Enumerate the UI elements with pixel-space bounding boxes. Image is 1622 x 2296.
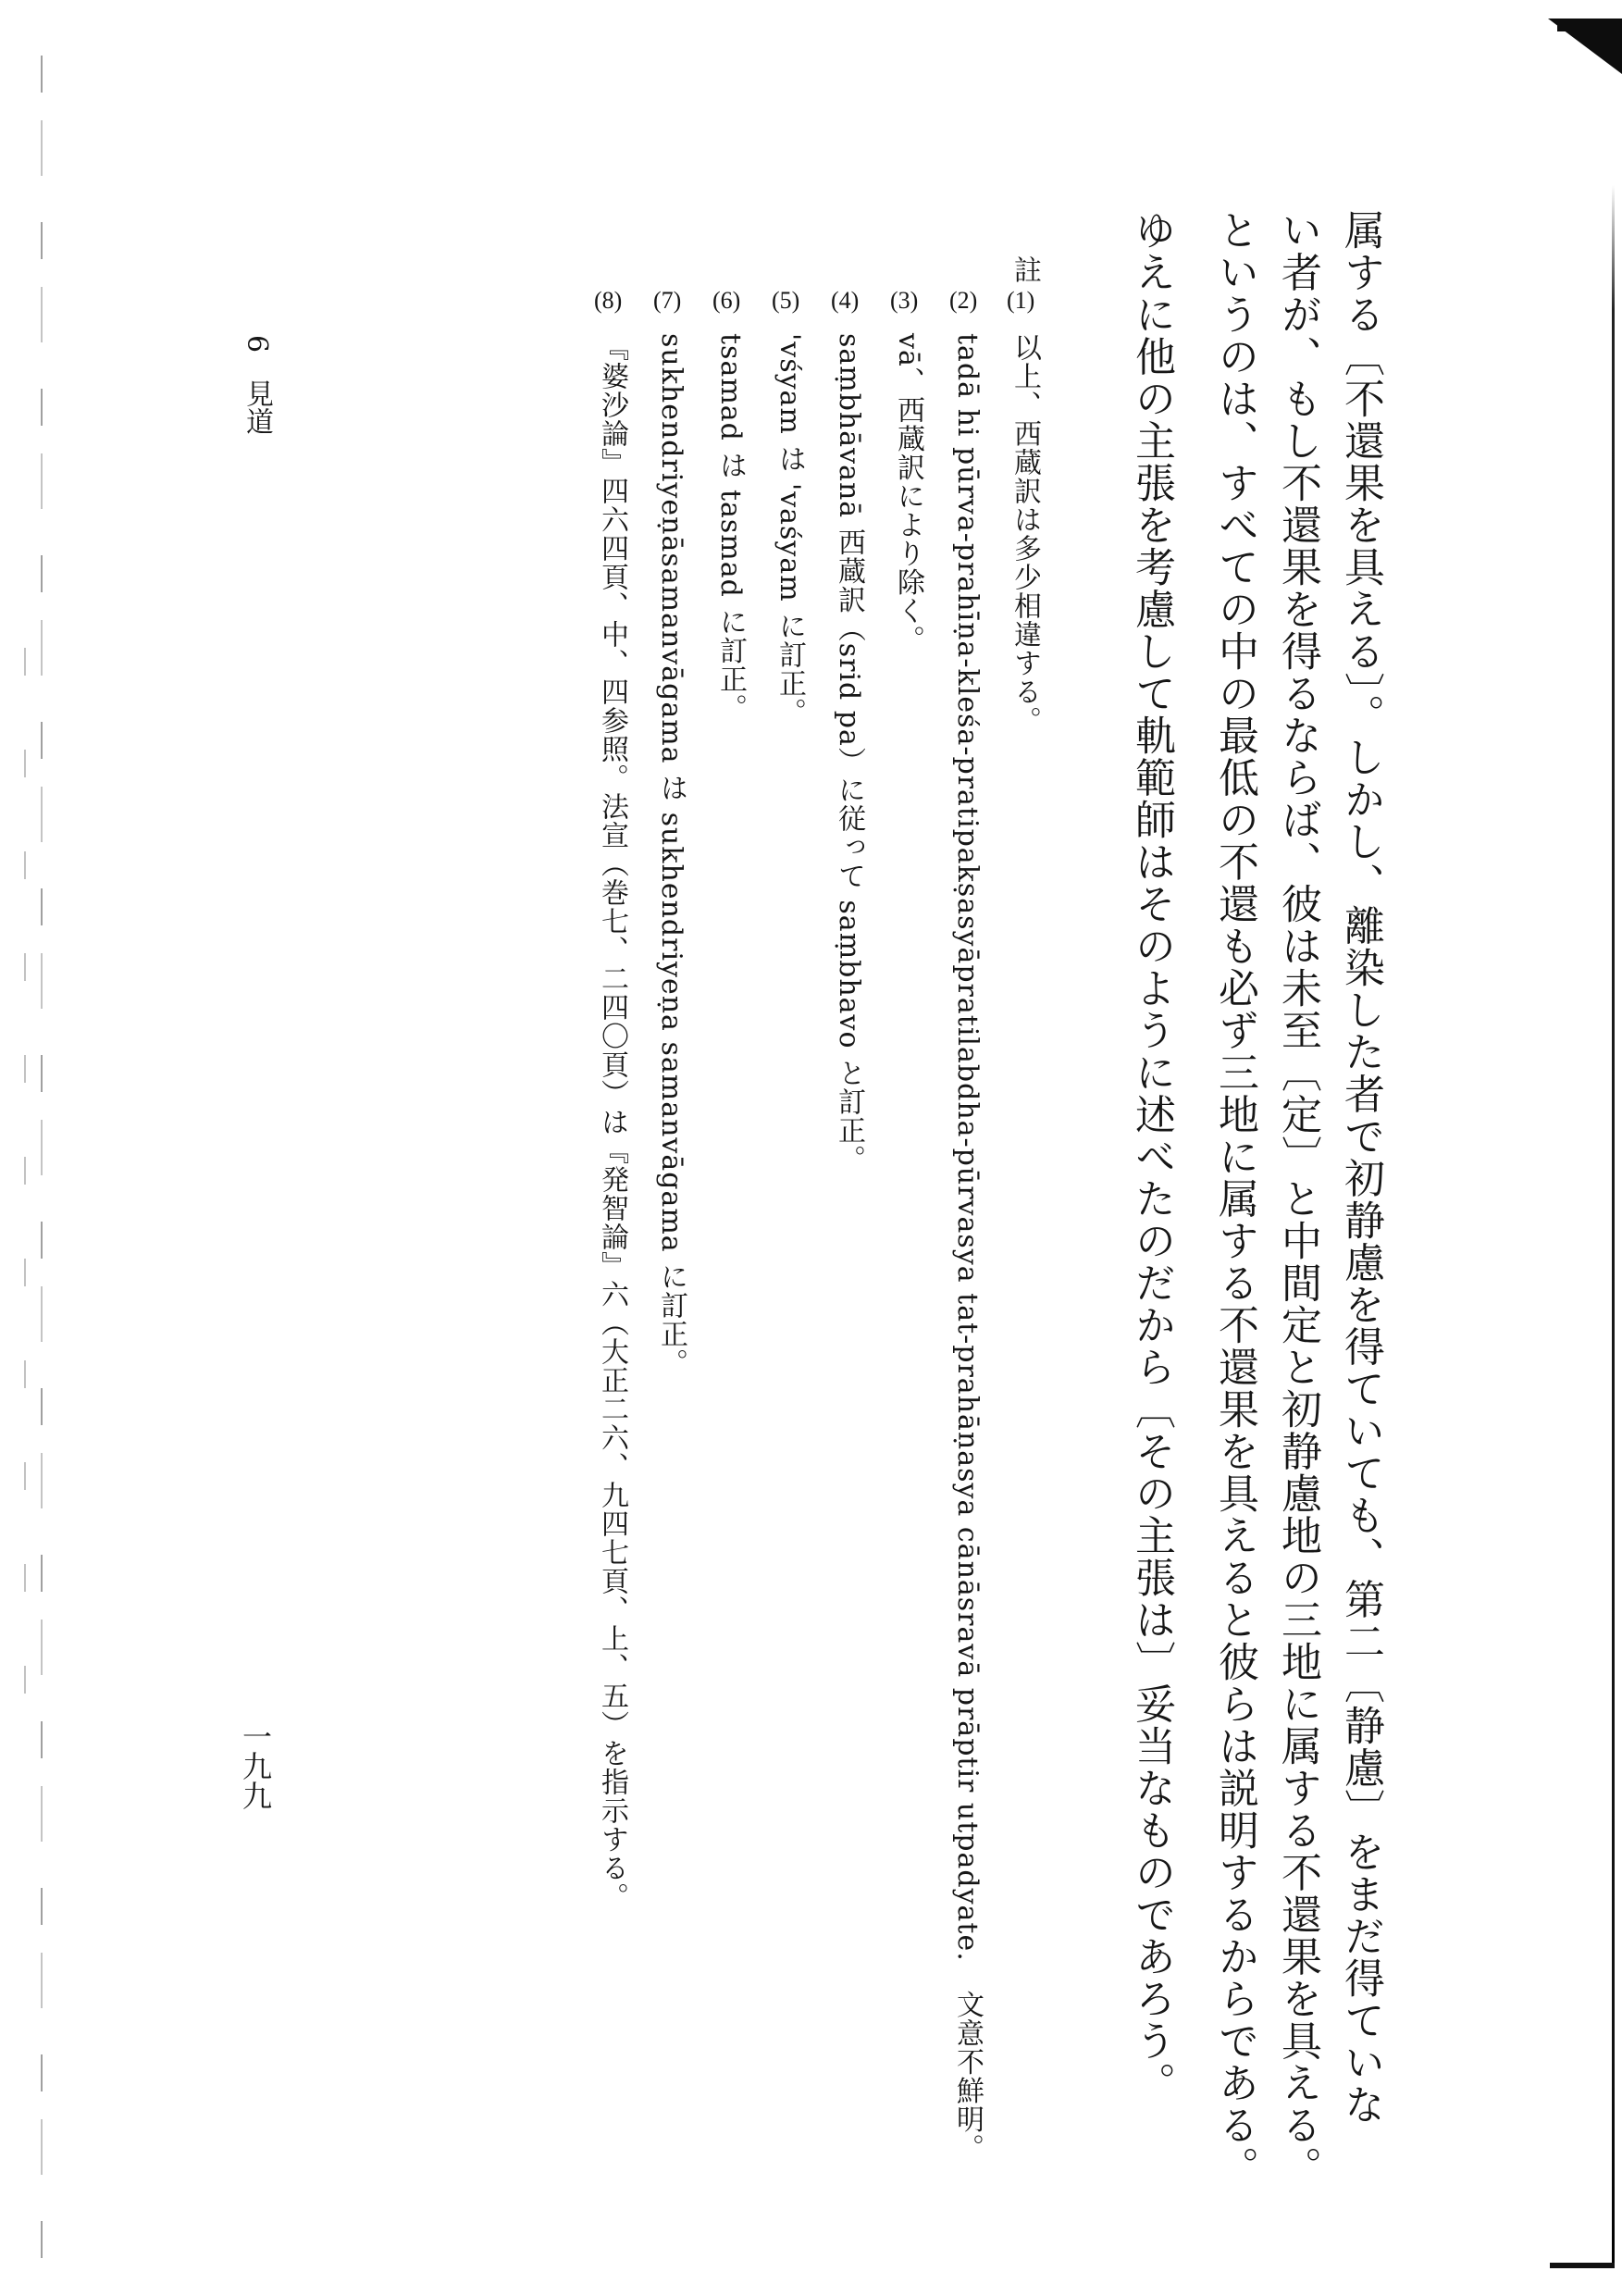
- body-line-3: というのは、すべての中の最低の不還も必ず三地に属する不還果を具えると彼らは説明するからである。: [1211, 209, 1258, 2189]
- note-text-2: tadā hi pūrva-prahīṇa-kleśa-pratipakṣasyāpratilabdha-pūrvasya tat-prahāṇasya cānāsravā prāptir utpadyate. 文意不鮮明。: [951, 333, 984, 2163]
- note-text-5: 'vśyam は 'vaśyam に訂正。: [774, 333, 806, 727]
- note-text-3: vā、西蔵訳により除く。: [892, 333, 924, 654]
- note-number-8: (8): [594, 287, 623, 314]
- note-text-4: saṃbhāvanā 西蔵訳（srid pa）に従って saṃbhavo と訂正。: [833, 333, 865, 1174]
- note-number-1: (1): [1007, 287, 1035, 314]
- note-text-7: sukhendriyeṇāsamanvāgama は sukhendriyeṇa samanvāgama に訂正。: [655, 333, 687, 1378]
- notes-heading: 註: [1009, 255, 1041, 283]
- page-edge-shadow: [1612, 185, 1615, 2267]
- note-number-4: (4): [831, 287, 860, 314]
- binding-shadow: [41, 56, 43, 2277]
- note-number-3: (3): [890, 287, 919, 314]
- body-line-1: 属する〔不還果を具える〕。しかし、離染した者で初静慮を得ていても、第二〔静慮〕をまだ得ていな: [1337, 209, 1384, 2126]
- page-number: 一九九: [238, 1721, 273, 1810]
- running-head-title: 見道: [241, 379, 273, 435]
- running-head-number: 6: [241, 335, 273, 354]
- note-number-7: (7): [653, 287, 682, 314]
- body-line-4: ゆえに他の主張を考慮して軌範師はそのように述べたのだから〔その主張は〕妥当なものであろう。: [1128, 209, 1175, 2104]
- binding-shadow-secondary: [24, 648, 26, 1758]
- scan-corner-bar: [1557, 19, 1622, 31]
- note-number-6: (6): [712, 287, 741, 314]
- note-number-5: (5): [772, 287, 800, 314]
- body-line-2: い者が、もし不還果を得るならば、彼は未至〔定〕と中間定と初静慮地の三地に属する不還果を具える。: [1274, 209, 1321, 2189]
- note-text-8: 『婆沙論』四六四頁、中、四参照。法宣（巻七、二四〇頁）は『発智論』六（大正二六、九四七頁、上、五）を指示する。: [596, 333, 628, 1911]
- note-number-2: (2): [949, 287, 978, 314]
- note-text-6: tsamad は tasmad に訂正。: [714, 333, 747, 723]
- scan-bottom-corner: [1550, 2263, 1615, 2268]
- note-text-1: 以上、西蔵訳は多少相違する。: [1009, 333, 1041, 735]
